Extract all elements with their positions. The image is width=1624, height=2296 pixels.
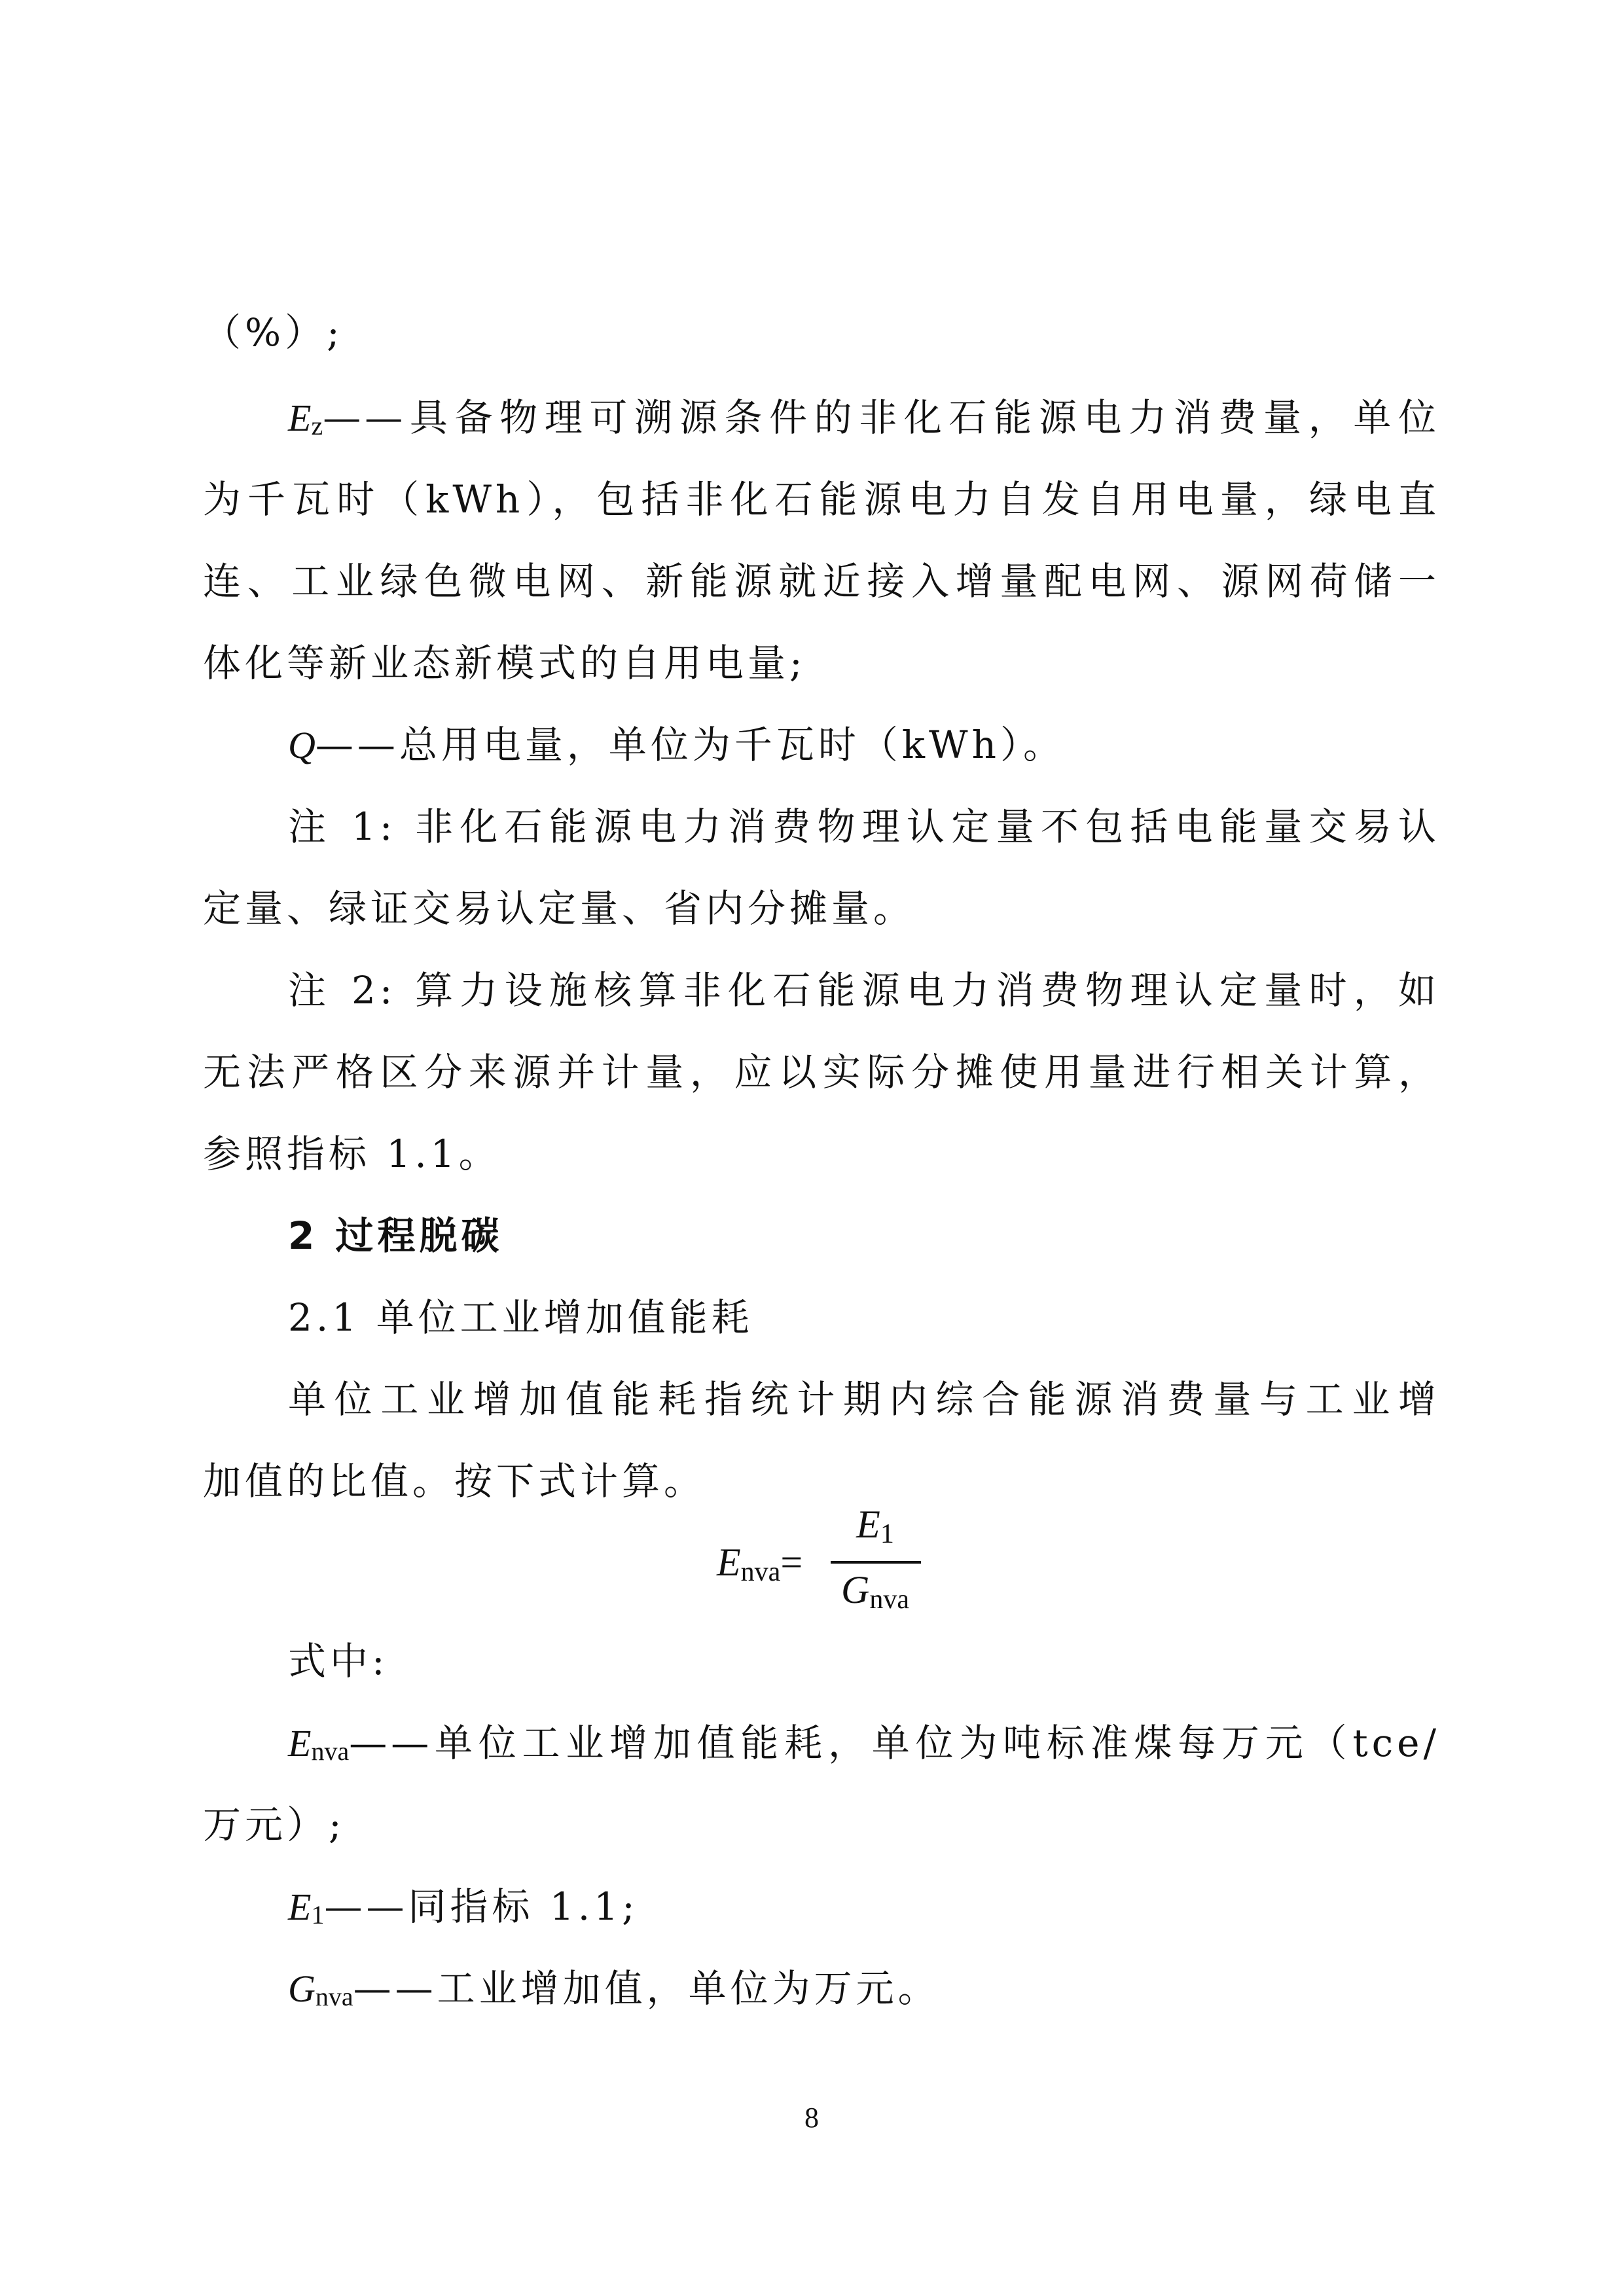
text-line: 单位工业增加值能耗指统计期内综合能源消费量与工业增 [288,1377,1440,1422]
text-line: 为千瓦时（kWh），包括非化石能源电力自发自用电量，绿电直 [203,477,1440,522]
formula-equals: = [780,1541,803,1584]
text-line: 体化等新业态新模式的自用电量; [203,641,806,685]
variable-subscript: nva [311,1736,350,1766]
denominator-sub: nva [869,1585,909,1615]
variable-subscript: 1 [311,1900,325,1929]
text-line: 万元）; [203,1803,346,1847]
paragraph-line [288,393,1440,451]
variable-symbol: G [288,1967,316,2010]
formula-numerator [827,1502,924,1550]
paragraph-line [203,475,1440,524]
paragraph-line [203,556,1440,606]
note-line [203,1129,1440,1179]
numerator-sub: 1 [880,1519,894,1549]
definition-enva [288,1721,1440,1765]
definition-q [288,723,1065,767]
subsection-title: 2.1 单位工业增加值能耗 [288,1295,753,1340]
note-1-text: 注 1: 非化石能源电力消费物理认定量不包括电能量交易认 [288,804,1440,849]
note-1-text: 定量、绿证交易认定量、省内分摊量。 [203,886,916,931]
formula-lhs-var: E [717,1541,741,1584]
definition-text: ——单位工业增加值能耗，单位为吨标准煤每万元（tce/ [349,1721,1440,1765]
variable-symbol: Q [288,724,316,766]
definition-text: ——工业增加值，单位为万元。 [353,1966,940,2011]
definition-text: ——具备物理可溯源条件的非化石能源电力消费量，单位 [323,395,1440,440]
text-line: 加值的比值。按下式计算。 [203,1459,706,1503]
note-2-text: 参照指标 1.1。 [203,1132,501,1176]
section-heading [288,1211,1440,1261]
note-line [288,802,1440,852]
paragraph-line [288,1882,1440,1940]
paragraph-line [288,1374,1440,1424]
definition-ez [288,395,1440,440]
variable-symbol: E [288,397,312,439]
numerator-var: E [856,1503,880,1546]
variable-symbol: E [288,1722,312,1765]
text-percent-unit: （%）; [203,310,344,355]
paragraph-line [288,1718,1440,1776]
section-title: 2 过程脱碳 [288,1213,503,1258]
variable-subscript: z [311,411,323,440]
paragraph-line [203,638,1440,688]
formula-denominator [827,1568,924,1615]
definition-text: ——总用电量，单位为千瓦时（kWh）。 [315,723,1066,767]
note-2-text: 无法严格区分来源并计量，应以实际分摊使用量进行相关计算， [203,1050,1440,1094]
denominator-var: G [841,1568,870,1611]
text-line: 连、工业绿色微电网、新能源就近接入增量配电网、源网荷储一 [203,559,1440,603]
where-label: 式中: [288,1639,389,1683]
variable-symbol: E [288,1886,312,1928]
formula-enva [717,1502,952,1633]
formula-lhs-sub: nva [740,1557,781,1587]
note-line [203,884,1440,933]
paragraph-line [203,308,1440,357]
variable-subscript: nva [315,1982,353,2011]
subsection-heading [288,1293,1440,1342]
definition-e1 [288,1884,639,1929]
paragraph-line [288,1636,1440,1686]
paragraph-line [288,720,1440,770]
formula-lhs [717,1540,803,1588]
note-2-text: 注 2: 算力设施核算非化石能源电力消费物理认定量时，如 [288,968,1440,1013]
note-line [203,1047,1440,1097]
definition-gnva [288,1966,940,2011]
paragraph-line [203,1456,1440,1506]
paragraph-line [288,1964,1440,2022]
fraction-bar [831,1561,921,1564]
note-line [288,965,1440,1015]
paragraph-line [203,1800,1440,1850]
definition-text: ——同指标 1.1; [324,1884,639,1929]
page-number: 8 [804,2102,819,2134]
